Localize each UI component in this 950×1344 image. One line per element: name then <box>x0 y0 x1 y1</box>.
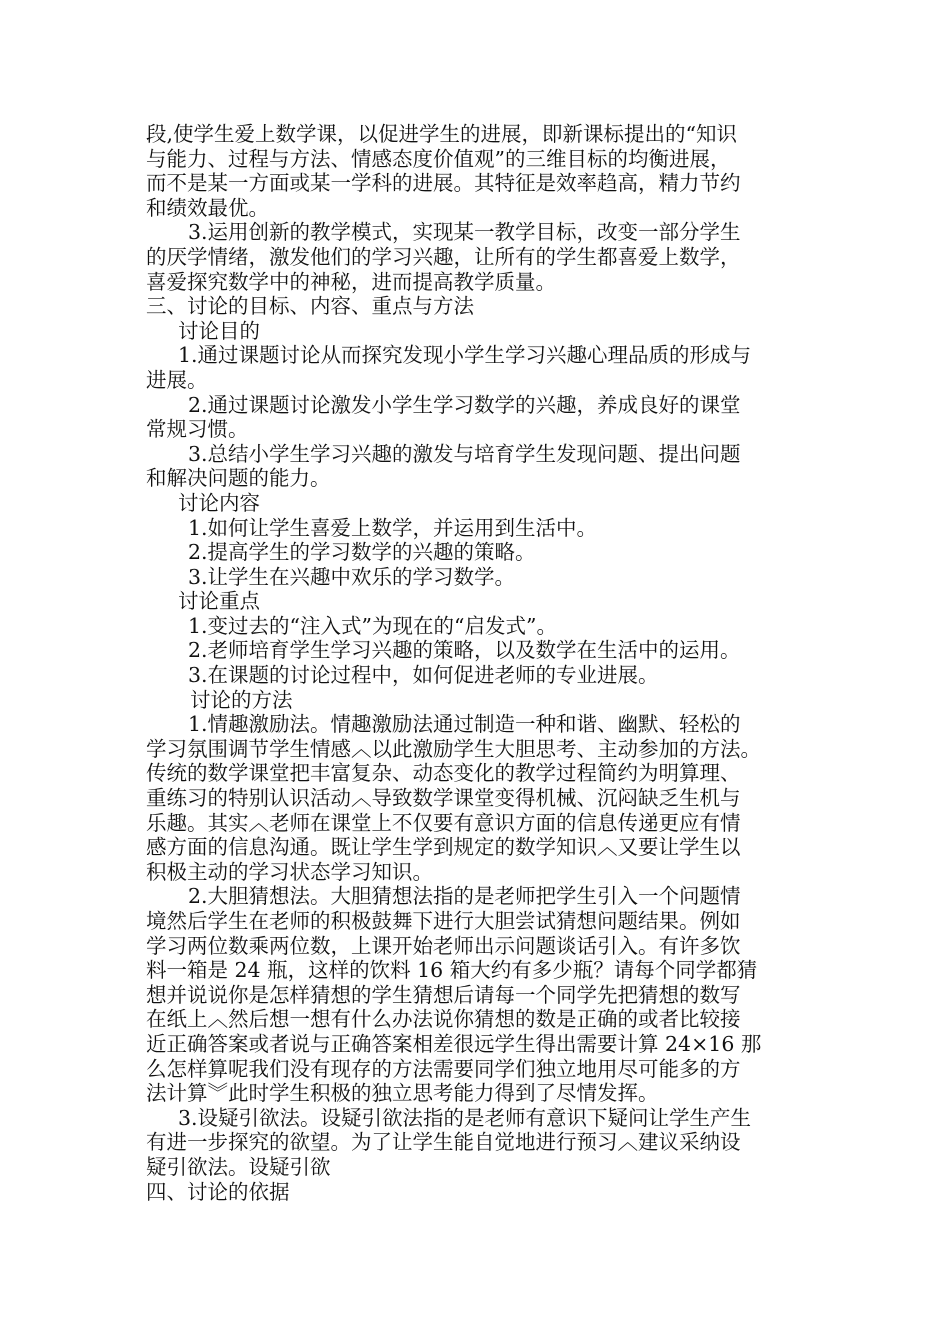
text-line: 重练习的特别认识活动︿导致数学课堂变得机械、沉闷缺乏生机与 <box>146 786 741 811</box>
text-line: 学习两位数乘两位数，上课开始老师出示问题谈话引入。有许多饮 <box>146 933 741 958</box>
text-line: 2.老师培育学生学习兴趣的策略，以及数学在生活中的运用。 <box>188 638 741 663</box>
text-line: 2.大胆猜想法。大胆猜想法指的是老师把学生引入一个问题情 <box>188 884 741 909</box>
text-line: 1.情趣激励法。情趣激励法通过制造一种和谐、幽默、轻松的 <box>188 712 741 737</box>
text-line: 3.让学生在兴趣中欢乐的学习数学。 <box>188 564 516 589</box>
text-line: 2.通过课题讨论激发小学生学习数学的兴趣，养成良好的课堂 <box>188 392 741 417</box>
text-line: 法计算︾此时学生积极的独立思考能力得到了尽情发挥。 <box>146 1081 659 1106</box>
text-line: 1.如何让学生喜爱上数学，并运用到生活中。 <box>188 515 598 540</box>
section-heading: 三、讨论的目标、内容、重点与方法 <box>146 294 474 319</box>
text-line: 而不是某一方面或某一学科的进展。其特征是效率趋高，精力节约 <box>146 171 741 196</box>
subsection-heading: 讨论的方法 <box>190 687 293 712</box>
section-heading: 四、讨论的依据 <box>146 1179 290 1204</box>
text-line: 想并说说你是怎样猜想的学生猜想后请每一个同学先把猜想的数写 <box>146 982 741 1007</box>
subsection-heading: 讨论重点 <box>178 589 260 614</box>
text-line: 和绩效最优。 <box>146 195 269 220</box>
text-line: 1.通过课题讨论从而探究发现小学生学习兴趣心理品质的形成与 <box>178 343 752 368</box>
text-line: 常规习惯。 <box>146 417 249 442</box>
text-line: 段,使学生爱上数学课，以促进学生的进展，即新课标提出的“知识 <box>146 122 737 146</box>
text-line: 和解决问题的能力。 <box>146 466 331 491</box>
text-line: 3.运用创新的教学模式，实现某一教学目标，改变一部分学生 <box>188 220 741 245</box>
text-line: 有进一步探究的欲望。为了让学生能自觉地进行预习︿建议采纳设 <box>146 1130 741 1155</box>
text-line: 料一箱是 24 瓶，这样的饮料 16 箱大约有多少瓶？请每个同学都猜 <box>146 958 758 983</box>
text-line: 2.提高学生的学习数学的兴趣的策略。 <box>188 540 536 565</box>
text-line: 乐趣。其实︿老师在课堂上不仅要有意识方面的信息传递更应有情 <box>146 810 741 835</box>
text-line: 境然后学生在老师的积极鼓舞下进行大胆尝试猜想问题结果。例如 <box>146 909 741 933</box>
subsection-heading: 讨论内容 <box>178 490 260 515</box>
text-line: 1.变过去的“注入式”为现在的“启发式”。 <box>188 613 557 638</box>
text-line: 感方面的信息沟通。既让学生学到规定的数学知识︿又要让学生以 <box>146 835 741 860</box>
text-line: 与能力、过程与方法、情感态度价值观”的三维目标的均衡进展， <box>146 146 731 171</box>
text-line: 近正确答案或者说与正确答案相差很远学生得出需要计算 24×16 那 <box>146 1031 762 1056</box>
text-line: 喜爱探究数学中的神秘，进而提高教学质量。 <box>146 269 556 294</box>
subsection-heading: 讨论目的 <box>178 318 260 343</box>
text-line: 学习氛围调节学生情感︿以此激励学生大胆思考、主动参加的方法。 <box>146 736 761 761</box>
text-line: 么怎样算呢我们没有现存的方法需要同学们独立地用尽可能多的方 <box>146 1056 741 1081</box>
text-line: 3.在课题的讨论过程中，如何促进老师的专业进展。 <box>188 663 659 688</box>
text-line: 传统的数学课堂把丰富复杂、动态变化的教学过程简约为明算理、 <box>146 761 741 786</box>
text-line: 3.总结小学生学习兴趣的激发与培育学生发现问题、提出问题 <box>188 441 741 466</box>
text-line: 在纸上︿然后想一想有什么办法说你猜想的数是正确的或者比较接 <box>146 1007 741 1032</box>
text-line: 疑引欲法。设疑引欲 <box>146 1154 331 1179</box>
document-body <box>146 122 836 1204</box>
text-line: 3.设疑引欲法。设疑引欲法指的是老师有意识下疑问让学生产生 <box>178 1105 752 1130</box>
text-line: 的厌学情绪，激发他们的学习兴趣，让所有的学生都喜爱上数学， <box>146 244 741 269</box>
text-line: 积极主动的学习状态学习知识。 <box>146 859 433 884</box>
text-line: 进展。 <box>146 367 208 392</box>
